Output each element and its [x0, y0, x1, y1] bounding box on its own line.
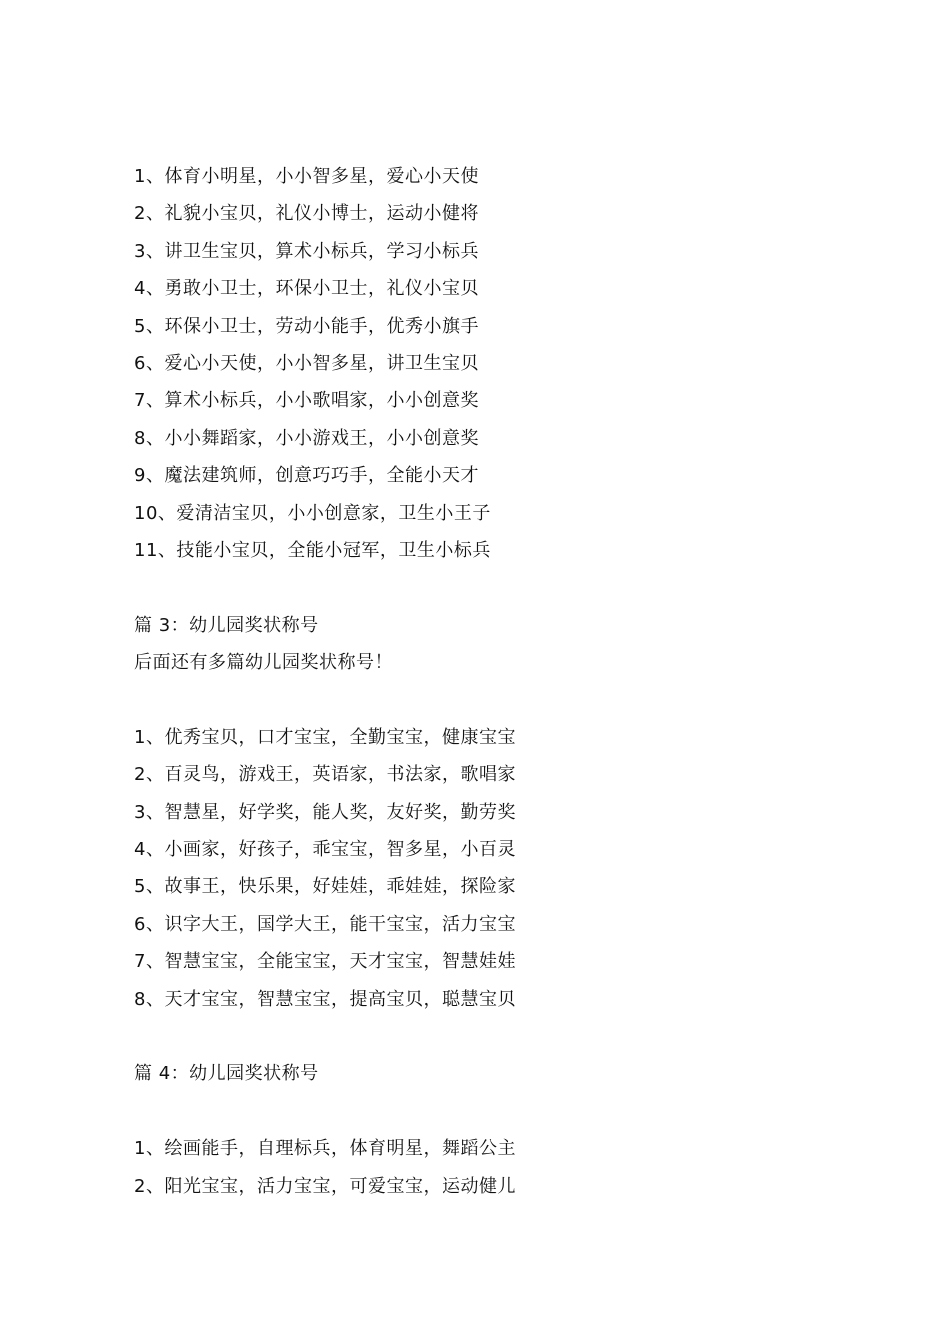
list-item: 11、技能小宝贝，全能小冠军，卫生小标兵: [134, 539, 491, 561]
list-item: 8、小小舞蹈家，小小游戏王，小小创意奖: [134, 427, 479, 449]
list-item: 6、识字大王，国学大王，能干宝宝，活力宝宝: [134, 913, 516, 935]
spacer: [134, 1093, 834, 1130]
section-3-heading: 篇 3：幼儿园奖状称号: [134, 614, 319, 636]
list-item: 7、算术小标兵，小小歌唱家，小小创意奖: [134, 390, 479, 412]
list-item: 4、勇敢小卫士，环保小卫士，礼仪小宝贝: [134, 278, 479, 300]
spacer: [134, 681, 834, 718]
list-item: 9、魔法建筑师，创意巧巧手，全能小天才: [134, 465, 479, 487]
list-item: 1、体育小明星，小小智多星，爱心小天使: [134, 166, 479, 187]
list-item: 2、阳光宝宝，活力宝宝，可爱宝宝，运动健儿: [134, 1175, 516, 1197]
intro-award-list: [134, 158, 834, 569]
list-item: 1、优秀宝贝，口才宝宝，全勤宝宝，健康宝宝: [134, 726, 516, 748]
section-3-award-list: [134, 719, 834, 1018]
section-4-heading: 篇 4：幼儿园奖状称号: [134, 1063, 319, 1085]
list-item: 2、百灵鸟，游戏王，英语家，书法家，歌唱家: [134, 764, 516, 786]
list-item: 6、爱心小天使，小小智多星，讲卫生宝贝: [134, 352, 479, 374]
spacer: [134, 1018, 834, 1055]
spacer: [134, 569, 834, 606]
section-3-note: 后面还有多篇幼儿园奖状称号！: [134, 652, 393, 674]
list-item: 2、礼貌小宝贝，礼仪小博士，运动小健将: [134, 203, 479, 225]
list-item: 10、爱清洁宝贝，小小创意家，卫生小王子: [134, 502, 491, 524]
list-item: 5、故事王，快乐果，好娃娃，乖娃娃，探险家: [134, 876, 516, 898]
section-4-award-list: [134, 1130, 834, 1205]
list-item: 3、讲卫生宝贝，算术小标兵，学习小标兵: [134, 240, 479, 262]
list-item: 1、绘画能手，自理标兵，体育明星，舞蹈公主: [134, 1138, 516, 1160]
list-item: 3、智慧星，好学奖，能人奖，友好奖，勤劳奖: [134, 801, 516, 823]
list-item: 4、小画家，好孩子，乖宝宝，智多星，小百灵: [134, 839, 516, 861]
list-item: 5、环保小卫士，劳动小能手，优秀小旗手: [134, 315, 479, 337]
document-body: [134, 158, 834, 1205]
list-item: 7、智慧宝宝，全能宝宝，天才宝宝，智慧娃娃: [134, 951, 516, 973]
list-item: 8、天才宝宝，智慧宝宝，提高宝贝，聪慧宝贝: [134, 988, 516, 1010]
